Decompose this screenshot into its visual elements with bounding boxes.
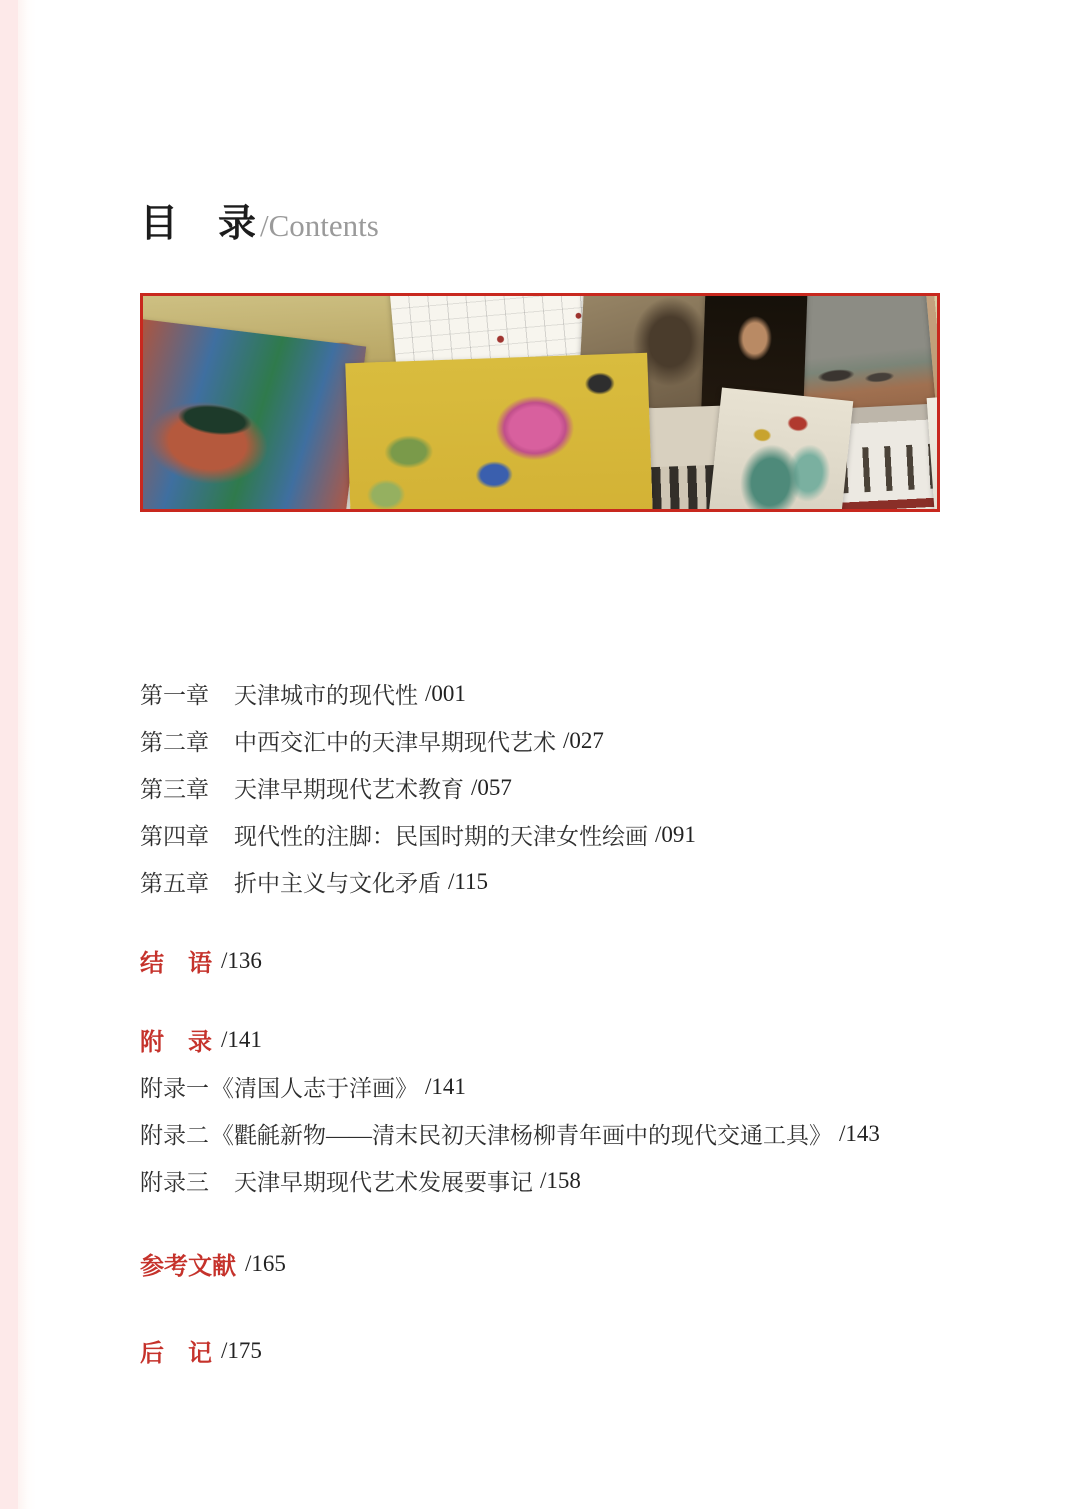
chapter-title: 天津城市的现代性: [234, 683, 418, 708]
collage-flower-watercolor: [709, 387, 854, 512]
page-title-english: /Contents: [260, 208, 379, 243]
toc-entry-appendix-heading: [140, 1016, 1000, 1063]
toc-entry-conclusion: [140, 937, 1000, 984]
chapter-label: 第一章: [140, 683, 209, 708]
toc-entry-chapter: [140, 717, 1000, 764]
postscript-page: /175: [221, 1337, 262, 1363]
page-title-chinese: 目 录: [140, 203, 258, 245]
left-pink-strip-fade: [18, 0, 36, 1509]
collage-yellow-floral-painting: [345, 353, 652, 512]
appendix-title: 天津早期现代艺术发展要事记: [234, 1170, 533, 1195]
chapter-page: /001: [425, 680, 466, 706]
appendix-page: /143: [839, 1120, 880, 1146]
artwork-collage-image: [140, 293, 940, 512]
toc-entry-chapter: [140, 811, 1000, 858]
references-page: /165: [245, 1250, 286, 1276]
chapter-page: /057: [471, 774, 512, 800]
toc-entry-chapter: [140, 764, 1000, 811]
chapter-label: 第五章: [140, 871, 209, 896]
chapter-title: 天津早期现代艺术教育: [234, 777, 464, 802]
appendix-page: /158: [540, 1167, 581, 1193]
toc-entry-postscript: [140, 1327, 1000, 1374]
table-of-contents: [140, 670, 1000, 1374]
page-title: [140, 192, 379, 247]
chapter-page: /027: [563, 727, 604, 753]
left-pink-strip: [0, 0, 18, 1509]
toc-entry-references: [140, 1240, 1000, 1287]
chapter-title: 中西交汇中的天津早期现代艺术: [234, 730, 556, 755]
collage-sunglasses-portrait: [140, 319, 366, 512]
chapter-label: 第三章: [140, 777, 209, 802]
chapter-label: 第二章: [140, 730, 209, 755]
appendix-label: 附录二: [140, 1123, 209, 1148]
postscript-label: 后 记: [140, 1340, 212, 1367]
chapter-label: 第四章: [140, 824, 209, 849]
appendix-label: 附录三: [140, 1170, 209, 1195]
appendix-title: 《氍毹新物——清末民初天津杨柳青年画中的现代交通工具》: [211, 1123, 832, 1148]
chapter-page: /115: [448, 868, 489, 894]
appendix-title: 《清国人志于洋画》: [211, 1076, 418, 1101]
chapter-title: 折中主义与文化矛盾: [234, 871, 441, 896]
references-label: 参考文献: [140, 1253, 236, 1280]
toc-entry-appendix: [140, 1063, 1000, 1110]
appendix-list: [140, 1063, 1000, 1204]
conclusion-label: 结 语: [140, 950, 212, 977]
toc-entry-chapter: [140, 670, 1000, 717]
toc-entry-appendix: [140, 1157, 1000, 1204]
appendix-page: /141: [425, 1073, 466, 1099]
conclusion-page: /136: [221, 947, 262, 973]
chapter-title: 现代性的注脚：民国时期的天津女性绘画: [234, 824, 648, 849]
chapter-list: [140, 670, 1000, 905]
appendix-heading-page: /141: [221, 1026, 262, 1052]
toc-entry-appendix: [140, 1110, 1000, 1157]
appendix-label: 附录一: [140, 1076, 209, 1101]
chapter-page: /091: [655, 821, 696, 847]
toc-entry-chapter: [140, 858, 1000, 905]
appendix-heading-label: 附 录: [140, 1029, 212, 1056]
